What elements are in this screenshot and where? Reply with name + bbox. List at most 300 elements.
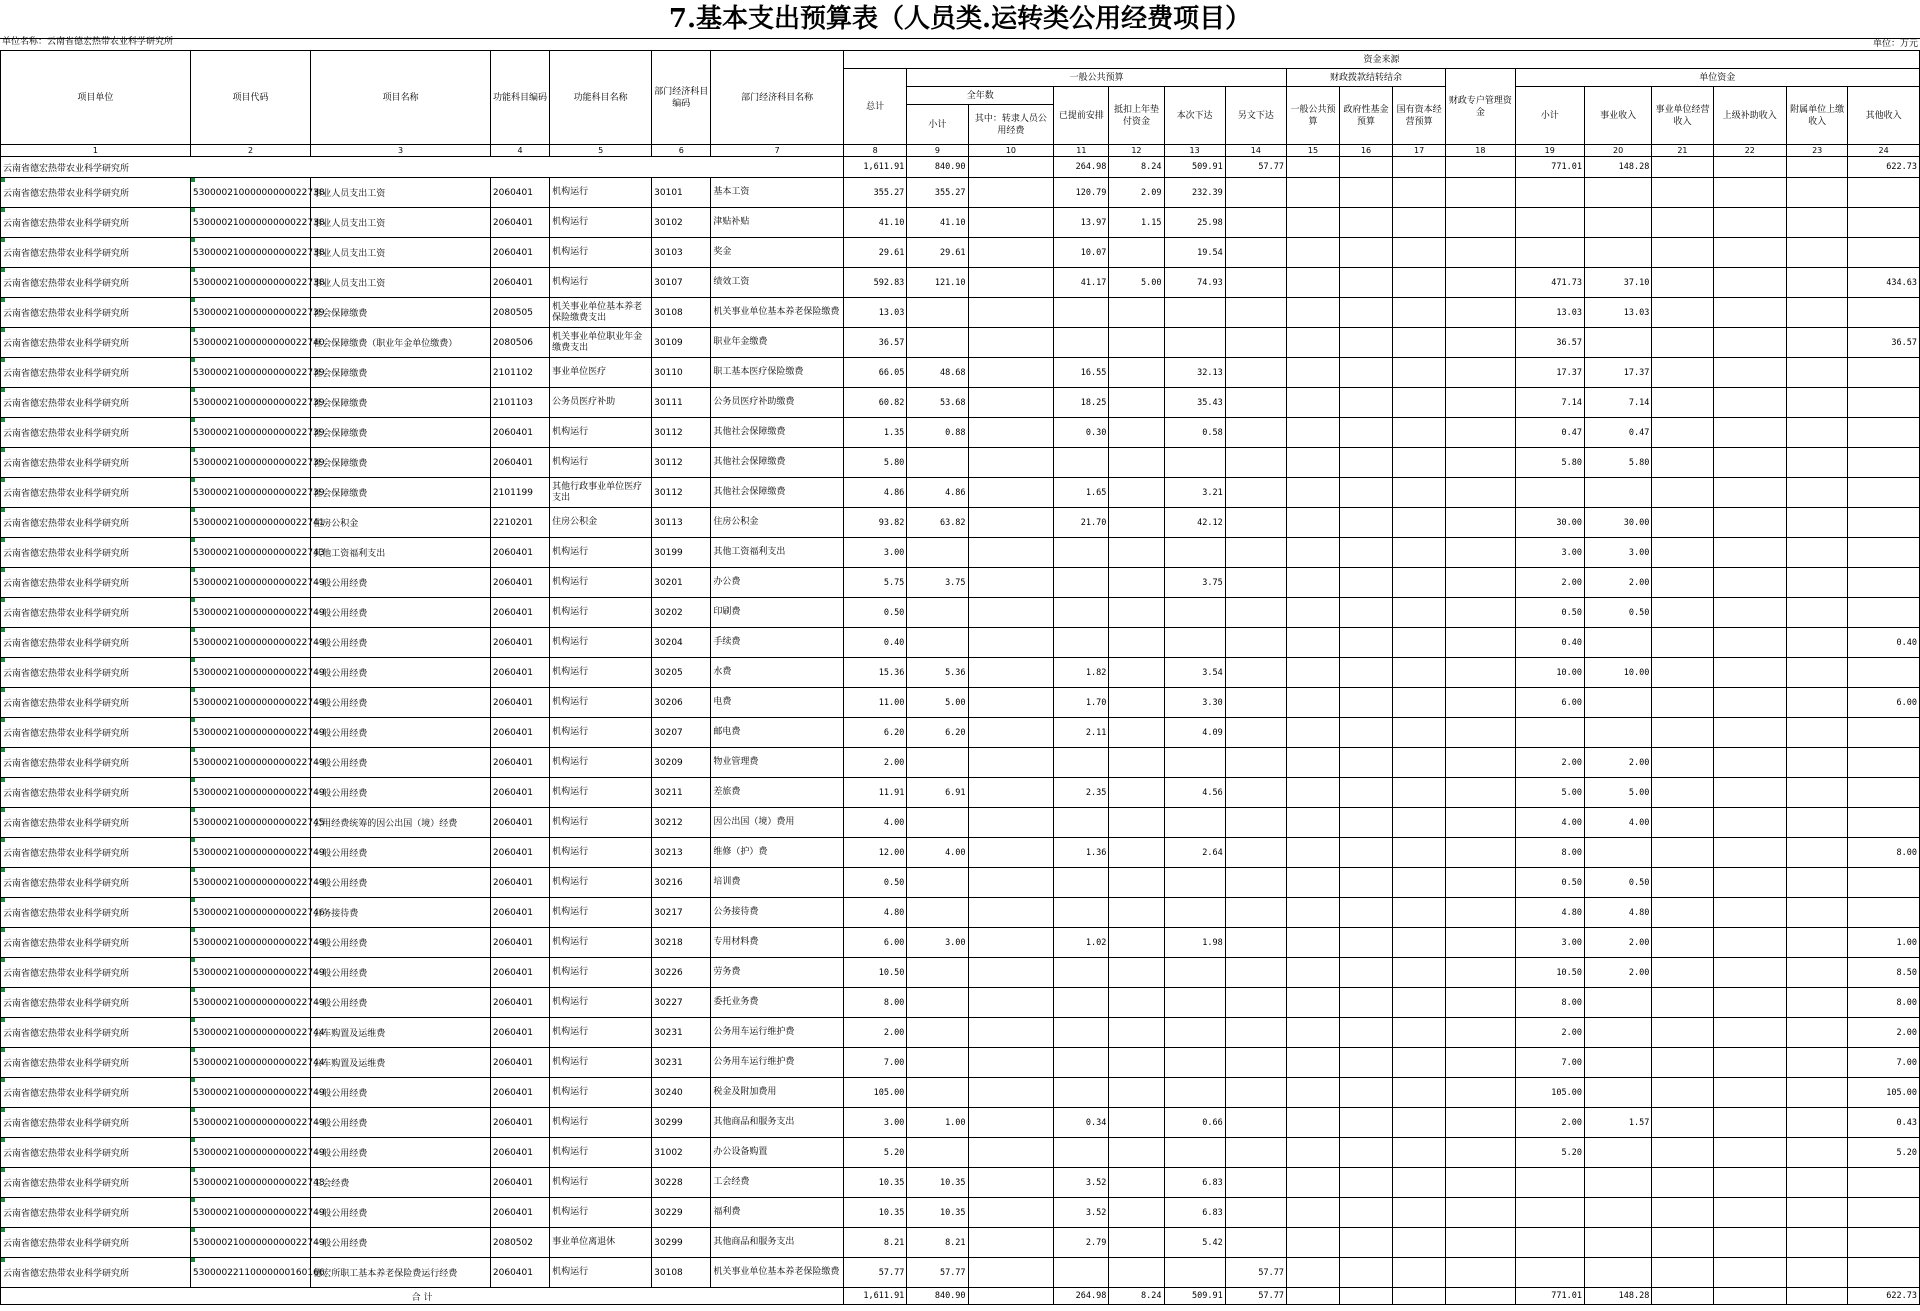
cell-c9: 5.00 xyxy=(907,688,968,718)
cell-c17 xyxy=(1393,628,1446,658)
cell-c17 xyxy=(1393,1048,1446,1078)
cell-func-code: 2101102 xyxy=(490,358,549,388)
cell-c8: 0.40 xyxy=(844,628,907,658)
cell-c11: 16.55 xyxy=(1054,358,1109,388)
cell-c12 xyxy=(1109,778,1164,808)
cell-c15 xyxy=(1286,838,1339,868)
cell-c20: 30.00 xyxy=(1584,508,1651,538)
cell-c24 xyxy=(1848,568,1920,598)
cell-c19 xyxy=(1515,208,1584,238)
cell-c22 xyxy=(1713,1138,1786,1168)
cell-dept-code: 30231 xyxy=(652,1018,711,1048)
cell-c16 xyxy=(1340,298,1393,328)
cell-dept-code: 30113 xyxy=(652,508,711,538)
cell-c19 xyxy=(1515,1198,1584,1228)
cell-c18 xyxy=(1446,298,1515,328)
column-number: 14 xyxy=(1225,145,1286,157)
cell-c14 xyxy=(1225,898,1286,928)
cell-c19: 36.57 xyxy=(1515,328,1584,358)
cell-c21 xyxy=(1652,178,1713,208)
cell-c8: 41.10 xyxy=(844,208,907,238)
cell-func-code: 2060401 xyxy=(490,628,549,658)
table-row xyxy=(1,1198,1920,1228)
cell-dept-name: 工会经费 xyxy=(711,1168,844,1198)
cell-project-unit: 云南省德宏热带农业科学研究所 xyxy=(1,688,191,718)
cell-c12 xyxy=(1109,1018,1164,1048)
cell-dept-code: 30103 xyxy=(652,238,711,268)
cell-c13: 25.98 xyxy=(1164,208,1225,238)
cell-c15 xyxy=(1286,598,1339,628)
cell-dept-name: 劳务费 xyxy=(711,958,844,988)
cell-c12 xyxy=(1109,388,1164,418)
cell-c12 xyxy=(1109,238,1164,268)
cell-project-name: 事业人员支出工资 xyxy=(311,178,491,208)
cell-project-unit: 云南省德宏热带农业科学研究所 xyxy=(1,838,191,868)
cell-dept-code: 30299 xyxy=(652,1108,711,1138)
cell-func-name: 机构运行 xyxy=(550,988,652,1018)
cell-c24: 434.63 xyxy=(1848,268,1920,298)
cell-dept-code: 30202 xyxy=(652,598,711,628)
cell-c10 xyxy=(968,628,1054,658)
cell-c15 xyxy=(1286,448,1339,478)
cell-c19: 0.47 xyxy=(1515,418,1584,448)
cell-c8: 10.50 xyxy=(844,958,907,988)
cell-c20: 2.00 xyxy=(1584,958,1651,988)
cell-c19 xyxy=(1515,178,1584,208)
cell-c21 xyxy=(1652,1138,1713,1168)
cell-c22 xyxy=(1713,838,1786,868)
cell-c16 xyxy=(1340,328,1393,358)
cell-c9: 53.68 xyxy=(907,388,968,418)
cell-project-unit: 云南省德宏热带农业科学研究所 xyxy=(1,778,191,808)
budget-table xyxy=(0,50,1920,1305)
cell-c16 xyxy=(1340,898,1393,928)
cell-func-name: 机构运行 xyxy=(550,568,652,598)
cell-c9: 3.00 xyxy=(907,928,968,958)
column-number: 24 xyxy=(1848,145,1920,157)
cell-c14 xyxy=(1225,1048,1286,1078)
unit-summary-c8: 1,611.91 xyxy=(844,157,907,178)
cell-project-code: 53000021000000000022739 xyxy=(190,298,310,328)
cell-c10 xyxy=(968,388,1054,418)
cell-c12 xyxy=(1109,838,1164,868)
cell-c13: 42.12 xyxy=(1164,508,1225,538)
cell-c15 xyxy=(1286,718,1339,748)
cell-c22 xyxy=(1713,778,1786,808)
total-c22 xyxy=(1713,1288,1786,1305)
cell-c16 xyxy=(1340,1258,1393,1288)
cell-c15 xyxy=(1286,508,1339,538)
cell-c23 xyxy=(1787,538,1848,568)
header-other-income: 其他收入 xyxy=(1848,87,1920,145)
cell-c10 xyxy=(968,568,1054,598)
unit-summary-c10 xyxy=(968,157,1054,178)
cell-func-code: 2210201 xyxy=(490,508,549,538)
cell-project-code: 53000021000000000022738 xyxy=(190,268,310,298)
total-row xyxy=(1,1288,1920,1305)
cell-project-code: 53000021000000000022739 xyxy=(190,448,310,478)
cell-dept-name: 电费 xyxy=(711,688,844,718)
cell-c15 xyxy=(1286,1018,1339,1048)
cell-c11: 18.25 xyxy=(1054,388,1109,418)
cell-func-code: 2060401 xyxy=(490,688,549,718)
cell-c22 xyxy=(1713,568,1786,598)
table-row xyxy=(1,688,1920,718)
cell-dept-name: 物业管理费 xyxy=(711,748,844,778)
cell-c17 xyxy=(1393,1078,1446,1108)
cell-c8: 11.91 xyxy=(844,778,907,808)
column-number: 3 xyxy=(311,145,491,157)
cell-dept-code: 30204 xyxy=(652,628,711,658)
cell-c17 xyxy=(1393,1108,1446,1138)
cell-c15 xyxy=(1286,178,1339,208)
cell-dept-code: 30112 xyxy=(652,418,711,448)
cell-c23 xyxy=(1787,1138,1848,1168)
cell-c11: 41.17 xyxy=(1054,268,1109,298)
cell-c22 xyxy=(1713,508,1786,538)
cell-c23 xyxy=(1787,298,1848,328)
column-number: 4 xyxy=(490,145,549,157)
cell-c18 xyxy=(1446,388,1515,418)
cell-c18 xyxy=(1446,1258,1515,1288)
cell-c17 xyxy=(1393,988,1446,1018)
cell-project-name: 一般公用经费 xyxy=(311,868,491,898)
cell-c11: 10.07 xyxy=(1054,238,1109,268)
cell-c10 xyxy=(968,508,1054,538)
cell-c21 xyxy=(1652,1258,1713,1288)
cell-project-name: 社会保障缴费 xyxy=(311,418,491,448)
cell-project-unit: 云南省德宏热带农业科学研究所 xyxy=(1,208,191,238)
cell-dept-name: 手续费 xyxy=(711,628,844,658)
cell-project-unit: 云南省德宏热带农业科学研究所 xyxy=(1,1078,191,1108)
cell-c10 xyxy=(968,928,1054,958)
cell-c23 xyxy=(1787,238,1848,268)
cell-c19 xyxy=(1515,478,1584,508)
cell-c16 xyxy=(1340,1048,1393,1078)
table-row xyxy=(1,1018,1920,1048)
cell-dept-code: 30108 xyxy=(652,298,711,328)
cell-c10 xyxy=(968,778,1054,808)
cell-c21 xyxy=(1652,1228,1713,1258)
cell-c16 xyxy=(1340,358,1393,388)
cell-c22 xyxy=(1713,268,1786,298)
cell-project-name: 一般公用经费 xyxy=(311,958,491,988)
cell-c12 xyxy=(1109,478,1164,508)
cell-c21 xyxy=(1652,778,1713,808)
cell-c19: 0.50 xyxy=(1515,598,1584,628)
cell-c17 xyxy=(1393,688,1446,718)
cell-c9 xyxy=(907,628,968,658)
cell-c19: 30.00 xyxy=(1515,508,1584,538)
cell-c12 xyxy=(1109,718,1164,748)
cell-c17 xyxy=(1393,298,1446,328)
unit-name: 单位名称：云南省德宏热带农业科学研究所 xyxy=(2,37,174,47)
cell-project-code: 53000021000000000022749 xyxy=(190,778,310,808)
header-u-subtotal: 小计 xyxy=(1515,87,1584,145)
cell-dept-name: 职工基本医疗保险缴费 xyxy=(711,358,844,388)
cell-c19: 5.00 xyxy=(1515,778,1584,808)
header-funding-source: 资金来源 xyxy=(844,51,1920,69)
cell-c9: 5.36 xyxy=(907,658,968,688)
cell-c8: 12.00 xyxy=(844,838,907,868)
cell-c19: 10.50 xyxy=(1515,958,1584,988)
cell-c8: 355.27 xyxy=(844,178,907,208)
cell-dept-name: 职业年金缴费 xyxy=(711,328,844,358)
cell-project-code: 53000021000000000022740 xyxy=(190,328,310,358)
cell-dept-code: 30112 xyxy=(652,448,711,478)
cell-c14 xyxy=(1225,988,1286,1018)
cell-func-name: 事业单位医疗 xyxy=(550,358,652,388)
cell-c24 xyxy=(1848,238,1920,268)
cell-c21 xyxy=(1652,808,1713,838)
cell-c18 xyxy=(1446,1048,1515,1078)
cell-c16 xyxy=(1340,478,1393,508)
cell-func-code: 2060401 xyxy=(490,418,549,448)
header-carryover: 财政拨款结转结余 xyxy=(1286,69,1445,87)
cell-c11 xyxy=(1054,1018,1109,1048)
cell-project-name: 一般公用经费 xyxy=(311,748,491,778)
cell-c9: 57.77 xyxy=(907,1258,968,1288)
cell-c13: 4.09 xyxy=(1164,718,1225,748)
cell-c17 xyxy=(1393,178,1446,208)
unit-summary-c18 xyxy=(1446,157,1515,178)
cell-c10 xyxy=(968,688,1054,718)
cell-c14 xyxy=(1225,268,1286,298)
cell-func-code: 2060401 xyxy=(490,208,549,238)
cell-c22 xyxy=(1713,538,1786,568)
cell-project-code: 53000021000000000022749 xyxy=(190,1138,310,1168)
cell-dept-code: 30201 xyxy=(652,568,711,598)
unit-summary-c21 xyxy=(1652,157,1713,178)
cell-c11: 2.11 xyxy=(1054,718,1109,748)
cell-c18 xyxy=(1446,568,1515,598)
cell-func-code: 2060401 xyxy=(490,718,549,748)
cell-dept-code: 30217 xyxy=(652,898,711,928)
cell-c10 xyxy=(968,358,1054,388)
cell-c10 xyxy=(968,328,1054,358)
cell-c13 xyxy=(1164,868,1225,898)
cell-func-code: 2060401 xyxy=(490,898,549,928)
cell-dept-code: 30111 xyxy=(652,388,711,418)
cell-c9: 1.00 xyxy=(907,1108,968,1138)
cell-c13: 2.64 xyxy=(1164,838,1225,868)
cell-dept-code: 30112 xyxy=(652,478,711,508)
cell-project-code: 53000021000000000022743 xyxy=(190,538,310,568)
cell-project-name: 一般公用经费 xyxy=(311,1108,491,1138)
cell-c8: 2.00 xyxy=(844,748,907,778)
cell-c11: 1.82 xyxy=(1054,658,1109,688)
unit-summary-c23 xyxy=(1787,157,1848,178)
cell-c18 xyxy=(1446,868,1515,898)
total-c11: 264.98 xyxy=(1054,1288,1109,1305)
cell-c15 xyxy=(1286,928,1339,958)
cell-c16 xyxy=(1340,208,1393,238)
cell-c19: 2.00 xyxy=(1515,568,1584,598)
cell-project-name: 社会保障缴费 xyxy=(311,478,491,508)
cell-c8: 93.82 xyxy=(844,508,907,538)
cell-c23 xyxy=(1787,838,1848,868)
cell-c22 xyxy=(1713,478,1786,508)
cell-c10 xyxy=(968,808,1054,838)
table-row xyxy=(1,418,1920,448)
cell-dept-code: 30240 xyxy=(652,1078,711,1108)
cell-c24 xyxy=(1848,358,1920,388)
cell-project-name: 一般公用经费 xyxy=(311,568,491,598)
cell-func-name: 机构运行 xyxy=(550,808,652,838)
cell-func-name: 机构运行 xyxy=(550,1258,652,1288)
cell-c8: 57.77 xyxy=(844,1258,907,1288)
cell-dept-name: 差旅费 xyxy=(711,778,844,808)
cell-dept-name: 因公出国（境）费用 xyxy=(711,808,844,838)
cell-c22 xyxy=(1713,598,1786,628)
total-c17 xyxy=(1393,1288,1446,1305)
cell-c17 xyxy=(1393,478,1446,508)
cell-c14 xyxy=(1225,658,1286,688)
cell-c9: 8.21 xyxy=(907,1228,968,1258)
cell-c19: 0.40 xyxy=(1515,628,1584,658)
cell-func-code: 2101199 xyxy=(490,478,549,508)
cell-func-name: 事业单位离退休 xyxy=(550,1228,652,1258)
cell-c13: 6.83 xyxy=(1164,1198,1225,1228)
cell-func-code: 2060401 xyxy=(490,568,549,598)
cell-c14 xyxy=(1225,298,1286,328)
cell-project-code: 53000021000000000022749 xyxy=(190,1198,310,1228)
cell-c11: 120.79 xyxy=(1054,178,1109,208)
cell-c21 xyxy=(1652,358,1713,388)
cell-dept-name: 绩效工资 xyxy=(711,268,844,298)
cell-c18 xyxy=(1446,658,1515,688)
cell-c16 xyxy=(1340,988,1393,1018)
cell-c20: 1.57 xyxy=(1584,1108,1651,1138)
total-c13: 509.91 xyxy=(1164,1288,1225,1305)
cell-project-unit: 云南省德宏热带农业科学研究所 xyxy=(1,928,191,958)
cell-c8: 2.00 xyxy=(844,1018,907,1048)
cell-project-name: 社会保障缴费 xyxy=(311,388,491,418)
cell-c19: 3.00 xyxy=(1515,928,1584,958)
cell-c21 xyxy=(1652,868,1713,898)
cell-func-code: 2080506 xyxy=(490,328,549,358)
cell-c9 xyxy=(907,328,968,358)
table-row xyxy=(1,1138,1920,1168)
cell-c21 xyxy=(1652,538,1713,568)
header-dept-code: 部门经济科目编码 xyxy=(652,51,711,145)
cell-c13 xyxy=(1164,328,1225,358)
cell-c14 xyxy=(1225,1198,1286,1228)
cell-c17 xyxy=(1393,718,1446,748)
cell-c11 xyxy=(1054,568,1109,598)
cell-c14 xyxy=(1225,718,1286,748)
table-row xyxy=(1,238,1920,268)
cell-func-code: 2060401 xyxy=(490,838,549,868)
cell-c22 xyxy=(1713,1258,1786,1288)
cell-c10 xyxy=(968,238,1054,268)
cell-c18 xyxy=(1446,928,1515,958)
cell-c8: 0.50 xyxy=(844,868,907,898)
cell-c13 xyxy=(1164,1018,1225,1048)
cell-c22 xyxy=(1713,1048,1786,1078)
total-c18 xyxy=(1446,1288,1515,1305)
cell-project-name: 工会经费 xyxy=(311,1168,491,1198)
cell-c13: 5.42 xyxy=(1164,1228,1225,1258)
cell-func-code: 2060401 xyxy=(490,808,549,838)
cell-c8: 5.75 xyxy=(844,568,907,598)
cell-project-unit: 云南省德宏热带农业科学研究所 xyxy=(1,1018,191,1048)
cell-dept-name: 公务员医疗补助缴费 xyxy=(711,388,844,418)
cell-c9 xyxy=(907,958,968,988)
cell-dept-name: 奖金 xyxy=(711,238,844,268)
cell-c12: 2.09 xyxy=(1109,178,1164,208)
cell-func-name: 机构运行 xyxy=(550,448,652,478)
column-number: 2 xyxy=(190,145,310,157)
header-of-which: 其中：转隶人员公用经费 xyxy=(968,105,1054,145)
total-c24: 622.73 xyxy=(1848,1288,1920,1305)
cell-c16 xyxy=(1340,538,1393,568)
cell-c18 xyxy=(1446,1108,1515,1138)
total-c12: 8.24 xyxy=(1109,1288,1164,1305)
cell-c24: 8.00 xyxy=(1848,838,1920,868)
cell-c20 xyxy=(1584,1048,1651,1078)
cell-func-name: 机构运行 xyxy=(550,598,652,628)
header-total: 总计 xyxy=(844,69,907,145)
cell-c12 xyxy=(1109,298,1164,328)
cell-c12: 5.00 xyxy=(1109,268,1164,298)
cell-c12 xyxy=(1109,448,1164,478)
cell-c11: 1.70 xyxy=(1054,688,1109,718)
header-project-name: 项目名称 xyxy=(311,51,491,145)
cell-c12 xyxy=(1109,658,1164,688)
cell-func-code: 2060401 xyxy=(490,748,549,778)
cell-c10 xyxy=(968,208,1054,238)
cell-c20: 13.03 xyxy=(1584,298,1651,328)
cell-dept-code: 30102 xyxy=(652,208,711,238)
header-biz-op-income: 事业单位经营收入 xyxy=(1652,87,1713,145)
cell-c12 xyxy=(1109,328,1164,358)
cell-c24 xyxy=(1848,178,1920,208)
cell-project-code: 53000022110000000160166 xyxy=(190,1258,310,1288)
cell-project-code: 53000021000000000022749 xyxy=(190,1228,310,1258)
cell-c14 xyxy=(1225,178,1286,208)
table-row xyxy=(1,538,1920,568)
cell-c12 xyxy=(1109,748,1164,778)
cell-project-code: 53000021000000000022739 xyxy=(190,358,310,388)
cell-func-name: 机构运行 xyxy=(550,238,652,268)
cell-c8: 3.00 xyxy=(844,538,907,568)
cell-c9 xyxy=(907,868,968,898)
cell-c21 xyxy=(1652,958,1713,988)
cell-c12 xyxy=(1109,538,1164,568)
cell-c11 xyxy=(1054,628,1109,658)
cell-func-code: 2060401 xyxy=(490,1018,549,1048)
column-number: 18 xyxy=(1446,145,1515,157)
cell-c18 xyxy=(1446,838,1515,868)
cell-c12 xyxy=(1109,808,1164,838)
cell-c15 xyxy=(1286,538,1339,568)
cell-c16 xyxy=(1340,1078,1393,1108)
cell-func-name: 机构运行 xyxy=(550,1168,652,1198)
cell-c14 xyxy=(1225,388,1286,418)
cell-project-unit: 云南省德宏热带农业科学研究所 xyxy=(1,868,191,898)
cell-c23 xyxy=(1787,478,1848,508)
cell-c15 xyxy=(1286,1048,1339,1078)
cell-c10 xyxy=(968,838,1054,868)
cell-project-unit: 云南省德宏热带农业科学研究所 xyxy=(1,328,191,358)
cell-project-code: 53000021000000000022749 xyxy=(190,1078,310,1108)
cell-c20: 2.00 xyxy=(1584,928,1651,958)
header-gov-fund: 政府性基金预算 xyxy=(1340,87,1393,145)
cell-func-code: 2060401 xyxy=(490,658,549,688)
cell-c8: 7.00 xyxy=(844,1048,907,1078)
cell-c18 xyxy=(1446,1168,1515,1198)
